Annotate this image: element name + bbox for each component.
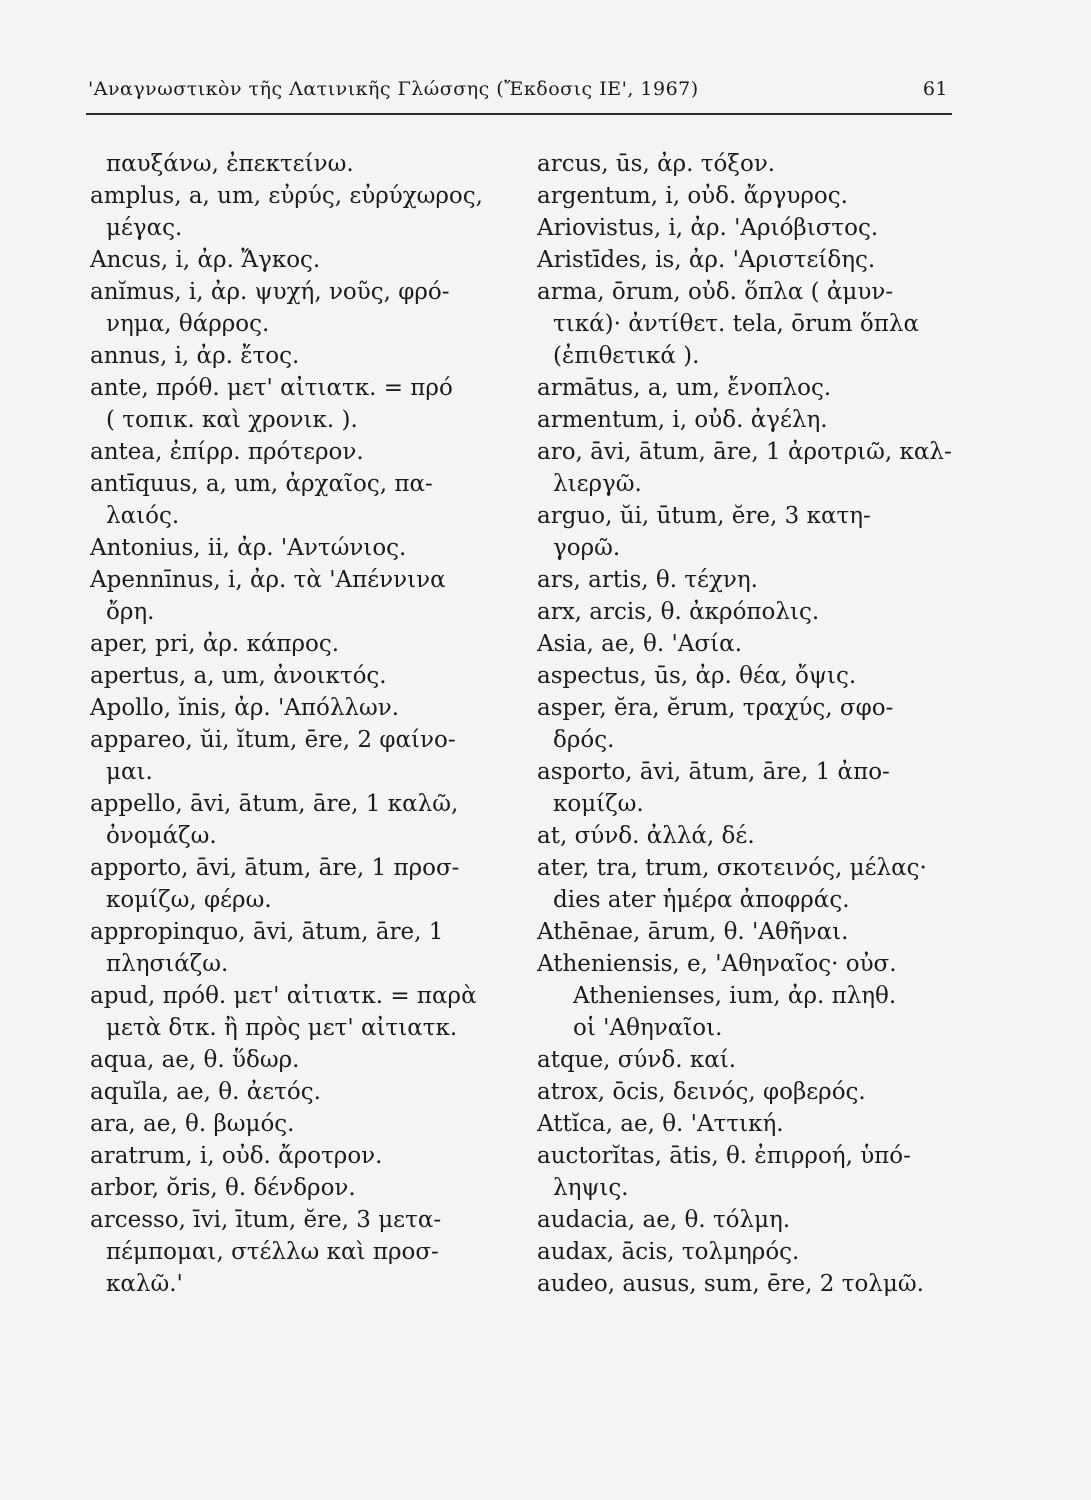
dictionary-line: aper, pri, ἀρ. κάπρος. (90, 631, 340, 657)
dictionary-line: κομίζω, φέρω. (106, 887, 272, 913)
dictionary-line: audacia, ae, θ. τόλμη. (537, 1207, 791, 1233)
dictionary-line: ara, ae, θ. βωμός. (90, 1111, 295, 1137)
dictionary-line: argentum, i, οὐδ. ἄργυρος. (537, 183, 848, 209)
dictionary-line: Apollo, ĭnis, ἀρ. 'Απόλλων. (90, 695, 400, 721)
dictionary-line: (ἐπιθετικά ). (553, 343, 700, 369)
dictionary-line: Apennīnus, i, ἀρ. τὰ 'Απέννινα (90, 567, 446, 593)
dictionary-line: antea, ἐπίρρ. πρότερον. (90, 439, 364, 465)
dictionary-line: atque, σύνδ. καί. (537, 1047, 737, 1073)
dictionary-line: auctorĭtas, ātis, θ. ἐπιρροή, ὑπό- (537, 1143, 911, 1169)
dictionary-line: λαιός. (106, 503, 180, 529)
dictionary-line: οἱ 'Αθηναῖοι. (573, 1015, 723, 1041)
dictionary-line: aspectus, ūs, ἀρ. θέα, ὄψις. (537, 663, 857, 689)
header-rule (86, 113, 952, 115)
dictionary-line: ( τοπικ. καὶ χρονικ. ). (106, 407, 358, 433)
dictionary-line: arcus, ūs, ἀρ. τόξον. (537, 151, 776, 177)
dictionary-line: apud, πρόθ. μετ' αἰτιατκ. = παρὰ (90, 983, 477, 1009)
dictionary-line: γορῶ. (553, 535, 621, 561)
right-column (537, 148, 957, 1300)
dictionary-line: amplus, a, um, εὐρύς, εὐρύχωρος, (90, 183, 483, 209)
dictionary-line: Asia, ae, θ. 'Ασία. (537, 631, 743, 657)
page-number: 61 (922, 78, 948, 100)
dictionary-line: arcesso, īvi, ītum, ĕre, 3 μετα- (90, 1207, 442, 1233)
left-column (90, 148, 510, 1300)
dictionary-line: arma, ōrum, οὐδ. ὅπλα ( ἀμυν- (537, 279, 894, 305)
running-title: 'Αναγνωστικὸν τῆς Λατινικῆς Γλώσσης (Ἔκδοσις ΙΕ', 1967) (88, 78, 699, 100)
dictionary-line: antīquus, a, um, ἀρχαῖος, πα- (90, 471, 433, 497)
dictionary-line: Aristīdes, is, ἀρ. 'Αριστείδης. (537, 247, 876, 273)
dictionary-line: πέμπομαι, στέλλω καὶ προσ- (106, 1239, 439, 1265)
dictionary-line: aratrum, i, οὐδ. ἄροτρον. (90, 1143, 383, 1169)
dictionary-line: Athēnae, ārum, θ. 'Αθῆναι. (537, 919, 849, 945)
dictionary-line: Ancus, i, ἀρ. Ἄγκος. (90, 247, 321, 273)
dictionary-line: μέγας. (106, 215, 183, 241)
dictionary-line: Atheniensis, e, 'Αθηναῖος· οὐσ. (537, 951, 897, 977)
dictionary-line: ars, artis, θ. τέχνη. (537, 567, 758, 593)
dictionary-line: aqua, ae, θ. ὕδωρ. (90, 1047, 300, 1073)
dictionary-line: πλησιάζω. (106, 951, 229, 977)
dictionary-line: δρός. (553, 727, 615, 753)
dictionary-line: κομίζω. (553, 791, 644, 817)
dictionary-line: arbor, ŏris, θ. δένδρον. (90, 1175, 356, 1201)
dictionary-line: annus, i, ἀρ. ἔτος. (90, 343, 300, 369)
dictionary-line: ληψις. (553, 1175, 629, 1201)
dictionary-line: apertus, a, um, ἀνοικτός. (90, 663, 387, 689)
dictionary-line: armātus, a, um, ἔνοπλος. (537, 375, 832, 401)
dictionary-line: asporto, āvi, ātum, āre, 1 ἀπο- (537, 759, 890, 785)
dictionary-line: armentum, i, οὐδ. ἀγέλη. (537, 407, 828, 433)
dictionary-line: ante, πρόθ. μετ' αἰτιατκ. = πρό (90, 375, 453, 401)
dictionary-line: arguo, ŭi, ūtum, ĕre, 3 κατη- (537, 503, 871, 529)
dictionary-line: μετὰ δτκ. ἢ πρὸς μετ' αἰτιατκ. (106, 1015, 458, 1041)
dictionary-line: audax, ācis, τολμηρός. (537, 1239, 800, 1265)
dictionary-line: apporto, āvi, ātum, āre, 1 προσ- (90, 855, 460, 881)
dictionary-line: at, σύνδ. ἀλλά, δέ. (537, 823, 755, 849)
dictionary-line: Antonius, ii, ἀρ. 'Αντώνιος. (90, 535, 407, 561)
dictionary-line: νημα, θάρρος. (106, 311, 270, 337)
dictionary-line: aro, āvi, ātum, āre, 1 ἀροτριῶ, καλ- (537, 439, 952, 465)
dictionary-line: dies ater ἡμέρα ἀποφράς. (553, 887, 850, 913)
dictionary-line: μαι. (106, 759, 153, 785)
dictionary-line: καλῶ.' (106, 1271, 183, 1297)
dictionary-line: arx, arcis, θ. ἀκρόπολις. (537, 599, 820, 625)
page-header (88, 74, 948, 114)
dictionary-line: appropinquo, āvi, ātum, āre, 1 (90, 919, 444, 945)
dictionary-line: τικά)· ἀντίθετ. tela, ōrum ὅπλα (553, 311, 920, 337)
dictionary-line: λιεργῶ. (553, 471, 642, 497)
dictionary-line: ὄρη. (106, 599, 155, 625)
dictionary-line: ater, tra, trum, σκοτεινός, μέλας· (537, 855, 927, 881)
dictionary-line: anĭmus, i, ἀρ. ψυχή, νοῦς, φρό- (90, 279, 450, 305)
dictionary-line: aquĭla, ae, θ. ἀετός. (90, 1079, 321, 1105)
dictionary-line: audeo, ausus, sum, ēre, 2 τολμῶ. (537, 1271, 924, 1297)
dictionary-line: asper, ĕra, ĕrum, τραχύς, σφο- (537, 695, 894, 721)
dictionary-line: Athenienses, ium, ἀρ. πληθ. (573, 983, 897, 1009)
dictionary-line: appello, āvi, ātum, āre, 1 καλῶ, (90, 791, 459, 817)
dictionary-line: appareo, ŭi, ĭtum, ēre, 2 φαίνο- (90, 727, 456, 753)
dictionary-line: παυξάνω, ἐπεκτείνω. (106, 151, 354, 177)
dictionary-line: Ariovistus, i, ἀρ. 'Αριόβιστος. (537, 215, 879, 241)
dictionary-line: ὀνομάζω. (106, 823, 217, 849)
dictionary-line: atrox, ōcis, δεινός, φοβερός. (537, 1079, 866, 1105)
dictionary-line: Attĭca, ae, θ. 'Αττική. (537, 1111, 784, 1137)
